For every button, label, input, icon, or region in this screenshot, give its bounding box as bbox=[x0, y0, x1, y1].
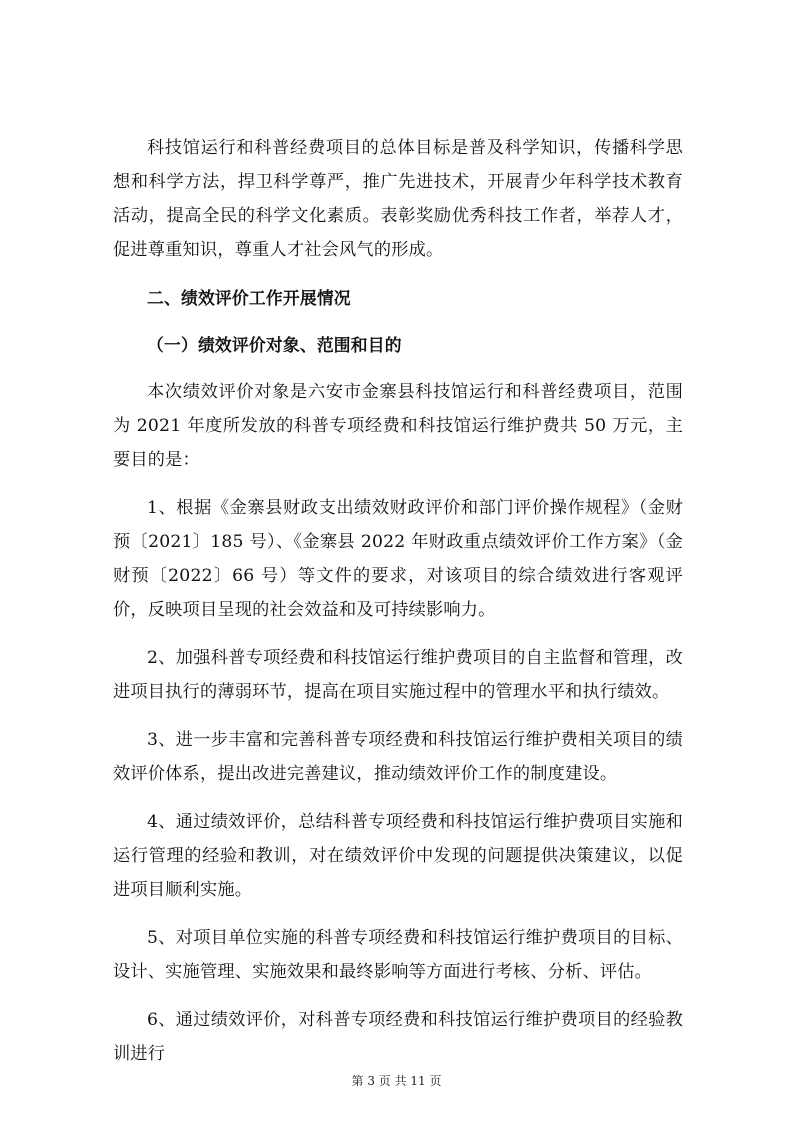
list-item: 3、进一步丰富和完善科普专项经费和科技馆运行维护费相关项目的绩效评价体系，提出改进完善建议，推动绩效评价工作的制度建设。 bbox=[113, 730, 683, 784]
list-item: 2、加强科普专项经费和科技馆运行维护费项目的自主监督和管理，改进项目执行的薄弱环节，提高在项目实施过程中的管理水平和执行绩效。 bbox=[113, 648, 683, 702]
section-heading: 二、绩效评价工作开展情况 bbox=[147, 288, 351, 308]
page-number-footer: 第 3 页 共 11 页 bbox=[351, 1074, 442, 1088]
document-body bbox=[113, 131, 683, 1085]
subsection-heading: （一）绩效评价对象、范围和目的 bbox=[147, 335, 402, 355]
scope-paragraph: 本次绩效评价对象是六安市金寨县科技馆运行和科普经费项目，范围为 2021 年度所发放的科普专项经费和科技馆运行维护费共 50 万元，主要目的是： bbox=[113, 382, 683, 470]
list-item: 5、对项目单位实施的科普专项经费和科技馆运行维护费项目的目标、设计、实施管理、实施效果和最终影响等方面进行考核、分析、评估。 bbox=[113, 928, 683, 982]
list-item: 1、根据《金寨县财政支出绩效财政评价和部门评价操作规程》（金财预〔2021〕185 号）、《金寨县 2022 年财政重点绩效评价工作方案》（金财预〔2022〕66 号）等文件的要求，对该项目的综合绩效进行客观评价，反映项目呈现的社会效益和及可持续影响力。 bbox=[113, 498, 683, 620]
list-item: 4、通过绩效评价，总结科普专项经费和科技馆运行维护费项目实施和运行管理的经验和教训，对在绩效评价中发现的问题提供决策建议，以促进项目顺利实施。 bbox=[113, 812, 683, 900]
list-item: 6、通过绩效评价，对科普专项经费和科技馆运行维护费项目的经验教训进行 bbox=[113, 1010, 683, 1064]
objective-paragraph: 科技馆运行和科普经费项目的总体目标是普及科学知识，传播科学思想和科学方法，捍卫科学尊严，推广先进技术，开展青少年科学技术教育活动，提高全民的科学文化素质。表彰奖励优秀科技工作者，举荐人才，促进尊重知识，尊重人才社会风气的形成。 bbox=[113, 138, 683, 260]
